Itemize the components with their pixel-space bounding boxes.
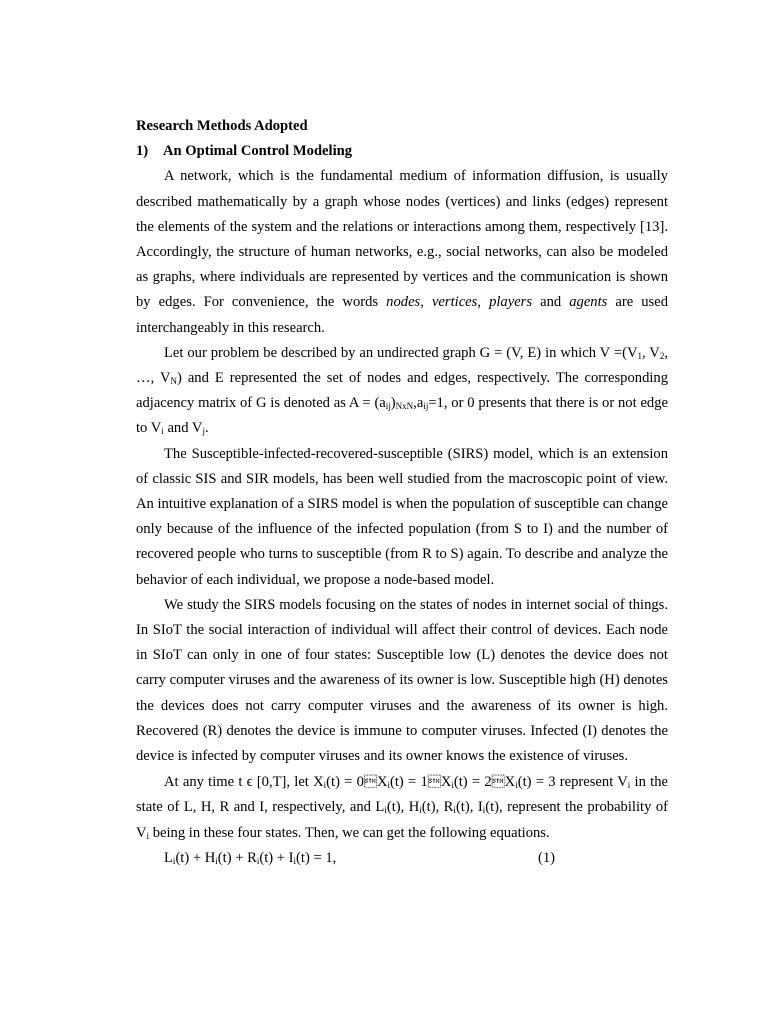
- section-heading: Research Methods Adopted: [136, 118, 308, 134]
- italic-term: vertices: [431, 294, 478, 311]
- italic-term: nodes: [386, 294, 421, 311]
- equation-1: $L_i(t) + H_i(t) + R_i(t) + I_i(t) = 1$, (1): [136, 846, 668, 871]
- paragraph-network-definition: A network, which is the fundamental medium of information diffusion, is usually described mathematically by a graph whose nodes (vertices) and links (edges) represent the elements of the system and the relations or interactions among them, respectively [13]. Accordingly, the structure of human networks, e.g., social networks, can also be modeled as graphs, where individuals are represented by vertices and the communication is shown by edges. For convenience, the words nodes, vertices, players and agents are used interchangeably in this research.: [136, 168, 669, 336]
- paragraph-sirs-model: The Susceptible-infected-recovered-susceptible (SIRS) model, which is an extension of classic SIS and SIR models, has been well studied from the macroscopic point of view. An intuitive explanation of a SIRS model is when the population of susceptible can change only because of the influence of the infected population (from S to I) and the number of recovered people who turns to susceptible (from R to S) again. To describe and analyze the behavior of each individual, we propose a node-based model.: [136, 445, 668, 588]
- equation-number: (1): [538, 849, 556, 866]
- missing-glyph: : [427, 774, 441, 790]
- italic-term: agents: [569, 294, 608, 311]
- document-body: [136, 114, 668, 871]
- subsection-heading: [136, 139, 668, 164]
- subsection-number: 1): [136, 143, 149, 160]
- paragraph-state-probabilities: At any time t ϵ [0,T], let $X_i(t)$ = $0X_i(t)$ = $1X_i(t)$ = $2X_i(t) = 3$ represent $V_i$ in the state of L, H, R and I, respectively, and $L_i(t)$, $H_i(t)$, $R_i(t)$, $I_i(t)$, represent the probability of $V_i$ being in these four states. Then, we can get the following equations.: [136, 774, 668, 841]
- subsection-title: An Optimal Control Modeling: [163, 143, 353, 160]
- paragraph-siot-states: We study the SIRS models focusing on the states of nodes in internet social of things. In SIoT the social interaction of individual will affect their control of devices. Each node in SIoT can only in one of four states: Susceptible low (L) denotes the device does not carry computer viruses and the awareness of its owner is low. Susceptible high (H) denotes the devices does not carry computer viruses and the awareness of its owner is high. Recovered (R) denotes the device is immune to computer viruses. Infected (I) denotes the device is infected by computer viruses and its owner knows the existence of viruses.: [136, 596, 668, 765]
- missing-glyph: : [363, 774, 377, 790]
- italic-term: players: [489, 294, 533, 311]
- missing-glyph: : [491, 774, 505, 790]
- paragraph-graph-definition: Let our problem be described by an undirected graph G = (V, E) in which $V =(V_1$, $V_2$, …, $V_N$) and E represented the set of nodes and edges, respectively. The corresponding adjacency matrix of G is denoted as $A = (a_{ij})_{NxN},a_{ij}=1$, or 0 presents that there is or not edge to $V_i$ and $V_j$.: [136, 344, 669, 437]
